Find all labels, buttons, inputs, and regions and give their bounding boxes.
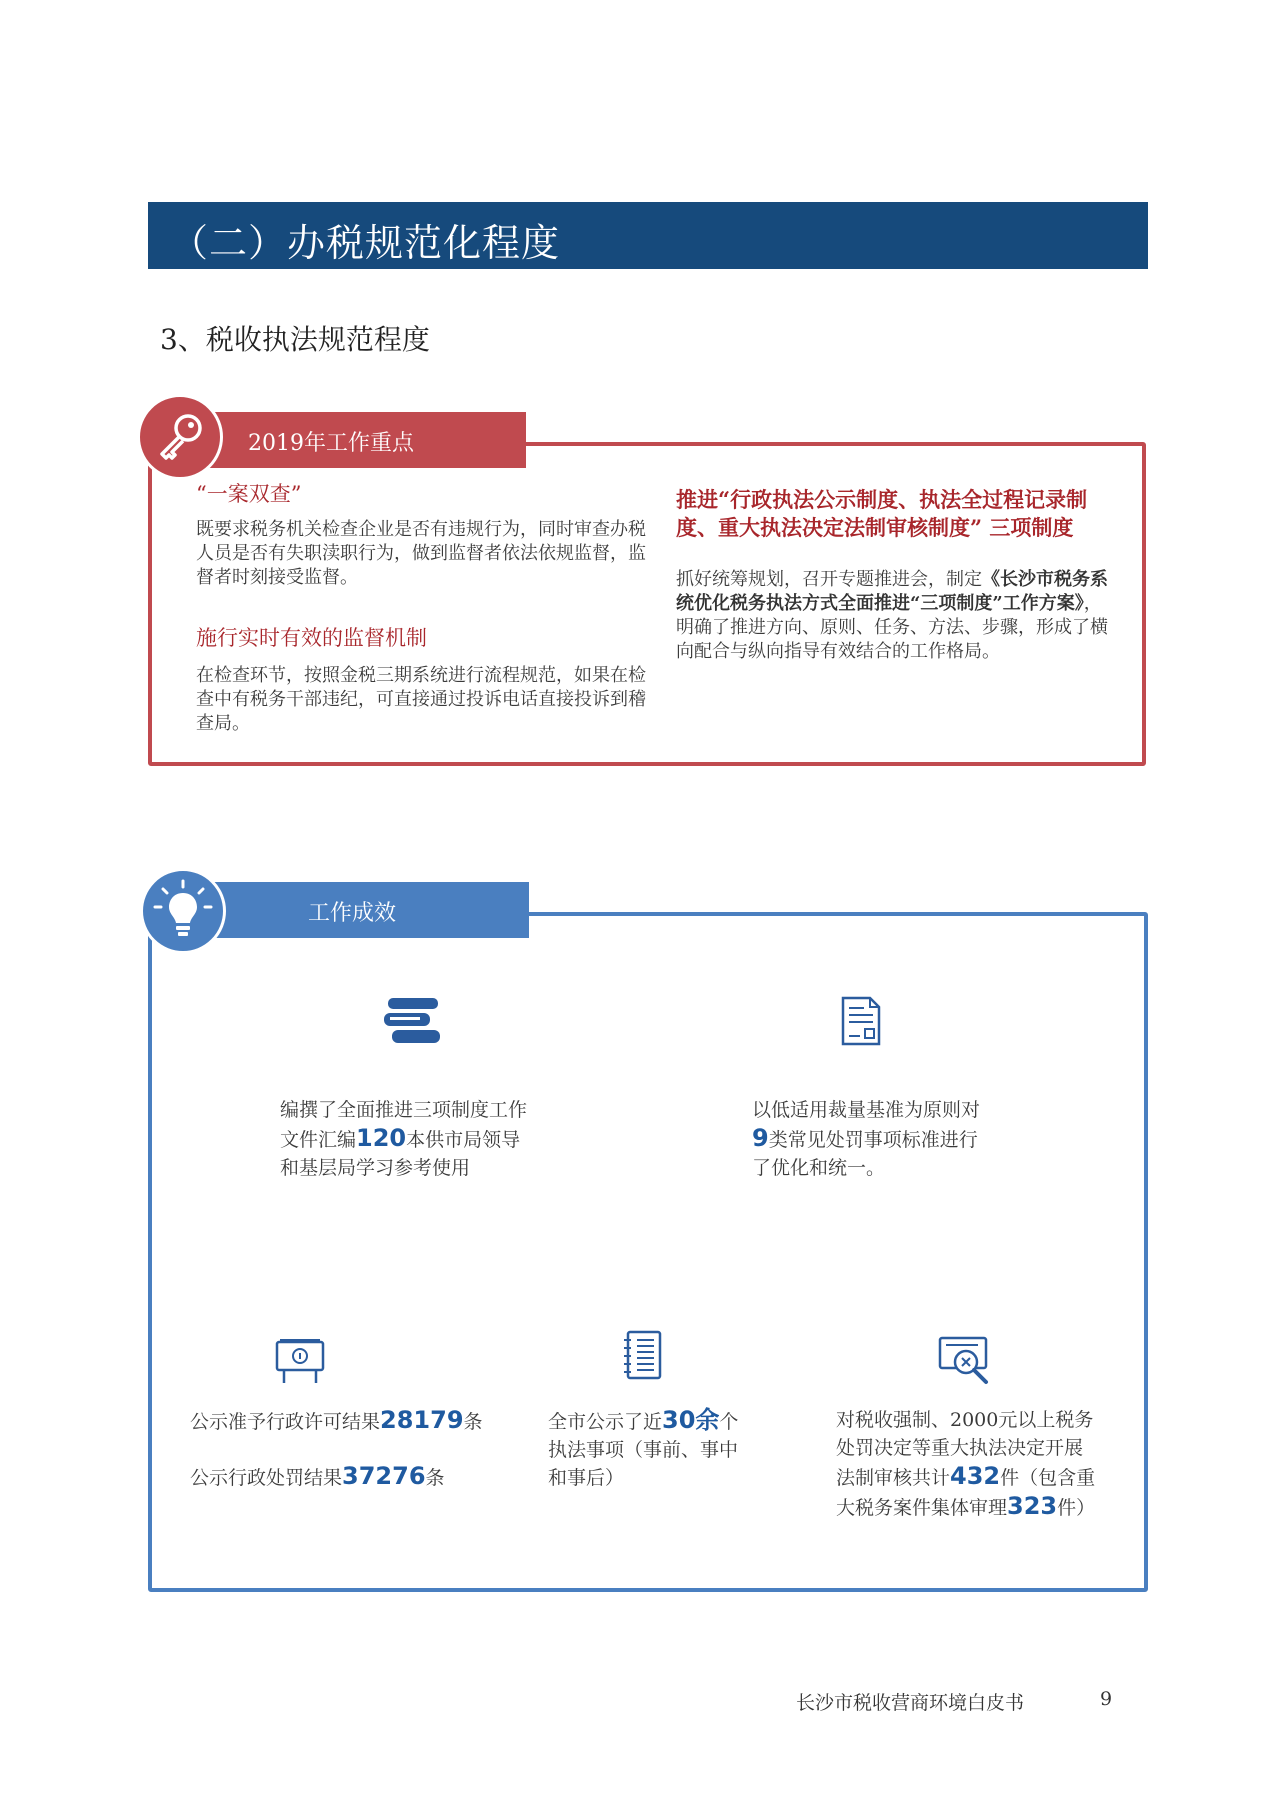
key-badge (137, 394, 223, 480)
result-5-number: 432 (950, 1462, 1001, 1490)
result-1-number: 120 (356, 1124, 407, 1152)
lightbulb-badge (140, 868, 226, 954)
focus-right (676, 486, 1116, 664)
result-5-text-c: 件） (1057, 1497, 1096, 1519)
focus-right-title: 推进“行政执法公示制度、执法全过程记录制度、重大执法决定法制审核制度” 三项制度 (676, 487, 1088, 540)
result-item-5 (836, 1406, 1096, 1522)
focus-left-1-text: 既要求税务机关检查企业是否有违规行为，同时审查办税人员是否有失职渎职行为，做到监督者依法依规监督，监督者时刻接受监督。 (196, 519, 646, 588)
focus-right-text-a: 抓好统筹规划，召开专题推进会，制定 (676, 569, 982, 590)
magnifier-icon (938, 1336, 994, 1386)
result-5-text-b: 件（包含重大税务案件集体审理 (836, 1467, 1096, 1519)
result-2-text-b: 类常见处罚事项标准进行了优化和统一。 (752, 1129, 978, 1179)
books-icon (382, 996, 442, 1046)
page-number: 9 (1100, 1688, 1113, 1710)
result-3a-text-b: 条 (463, 1411, 483, 1433)
section-banner (148, 202, 1148, 269)
focus-left-1 (196, 478, 646, 590)
focus-left-1-title: “一案双查” (196, 482, 302, 506)
focus-left-2-title: 施行实时有效的监督机制 (196, 626, 427, 650)
footer-title: 长沙市税收营商环境白皮书 (796, 1692, 1025, 1714)
result-item-4 (548, 1406, 748, 1492)
sub-heading: 3、税收执法规范程度 (160, 323, 430, 356)
result-4-text-a: 全市公示了近 (548, 1411, 663, 1433)
result-5-text-a: 对税收强制、2000元以上税务处罚决定等重大执法决定开展法制审核共计 (836, 1409, 1094, 1489)
focus-left-2-text: 在检查环节，按照金税三期系统进行流程规范，如果在检查中有税务干部违纪，可直接通过投诉电话直接投诉到稽查局。 (196, 665, 646, 734)
focus-tab (188, 412, 526, 468)
result-item-3-line-2 (190, 1462, 520, 1492)
focus-left-2 (196, 622, 646, 736)
result-5-number-2: 323 (1007, 1492, 1058, 1520)
lightbulb-icon (149, 877, 217, 945)
billboard-icon (274, 1338, 326, 1384)
key-icon (156, 411, 206, 461)
notebook-icon (622, 1330, 662, 1380)
result-3b-number: 37276 (342, 1462, 426, 1490)
result-3b-text-b: 条 (425, 1467, 445, 1489)
focus-right-text (676, 568, 1116, 664)
section-title: （二）办税规范化程度 (170, 221, 561, 265)
result-4-number: 30余 (662, 1406, 720, 1434)
result-2-text-a: 以低适用裁量基准为原则对 (752, 1099, 981, 1121)
result-item-1 (280, 1096, 530, 1182)
results-tab-label: 工作成效 (308, 901, 397, 926)
focus-tab-label: 2019年工作重点 (248, 431, 414, 456)
result-2-number: 9 (752, 1124, 769, 1152)
result-item-3-line-1 (190, 1406, 520, 1436)
result-3a-number: 28179 (380, 1406, 464, 1434)
result-3b-text-a: 公示行政处罚结果 (190, 1467, 343, 1489)
focus-right-text-bold: 《长沙市税务系统优化税务执法方式全面推进“三项制度”工作方案》 (676, 569, 1108, 614)
result-1-text-a: 编撰了全面推进三项制度工作文件汇编 (280, 1099, 528, 1151)
result-4-text-b: 个执法事项（事前、事中和事后） (548, 1411, 739, 1489)
document-icon (840, 996, 882, 1046)
result-1-text-b: 本供市局领导和基层局学习参考使用 (280, 1129, 521, 1179)
result-item-2 (752, 1096, 982, 1182)
result-3a-text-a: 公示准予行政许可结果 (190, 1411, 381, 1433)
results-tab (188, 882, 529, 938)
focus-right-text-b: ，明确了推进方向、原则、任务、方法、步骤，形成了横向配合与纵向指导有效结合的工作格局。 (676, 593, 1108, 662)
